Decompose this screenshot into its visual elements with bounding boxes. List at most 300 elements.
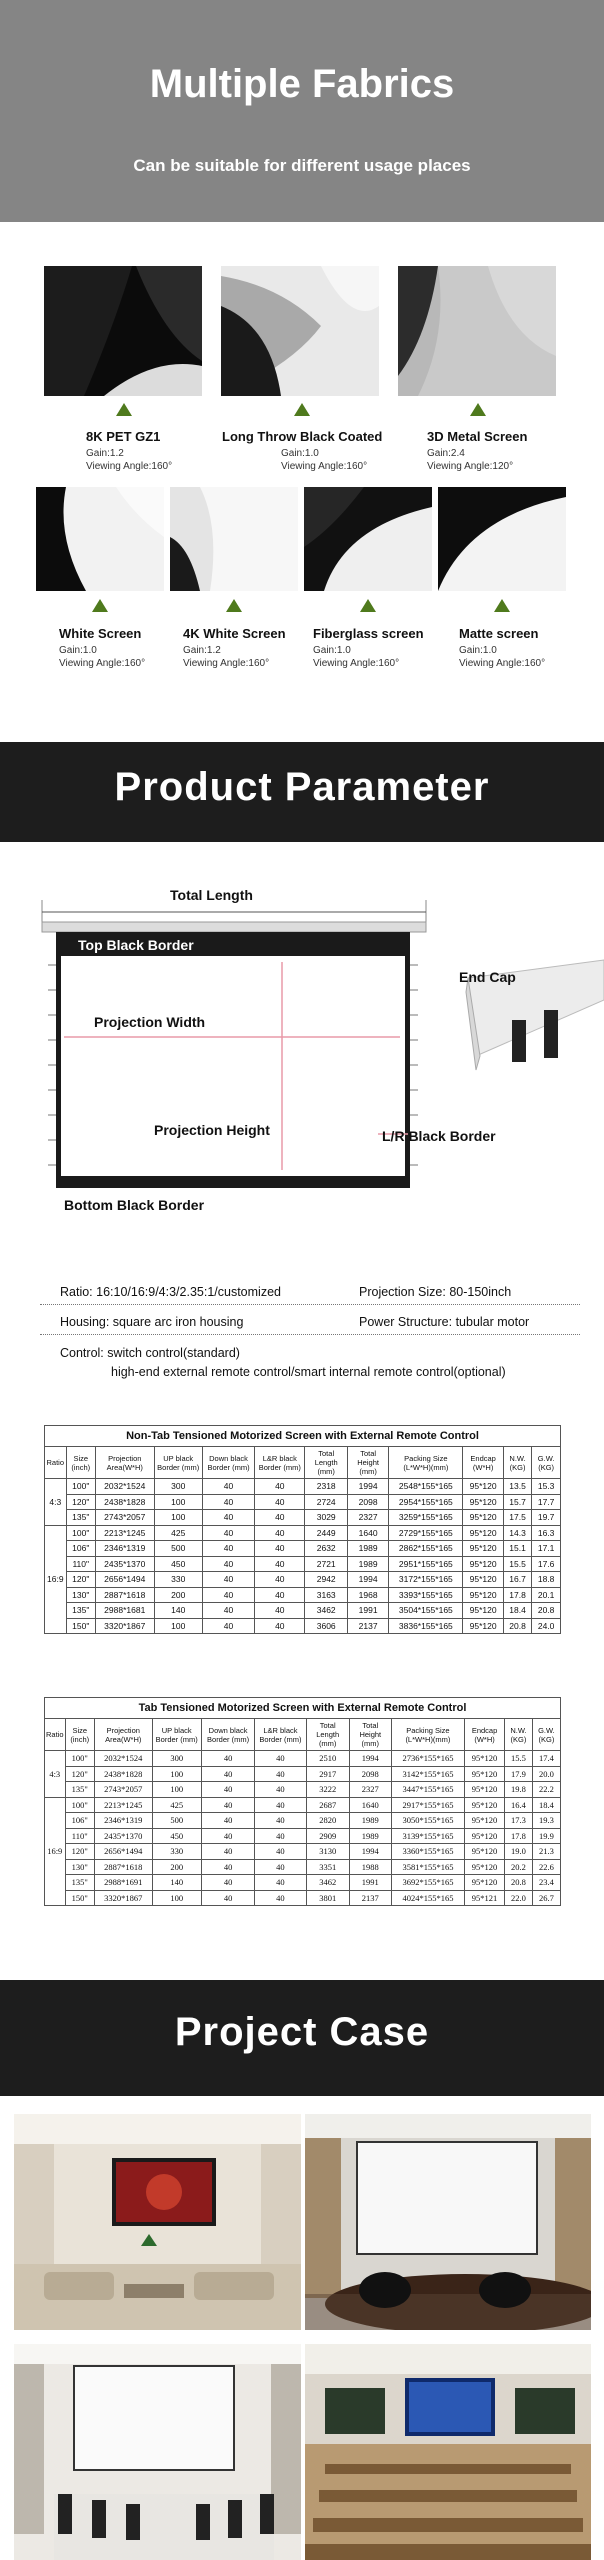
table-cell: 95*120 (463, 1541, 503, 1557)
table-cell: 4024*155*165 (391, 1890, 464, 1906)
table-header: Total Length (mm) (305, 1447, 348, 1479)
table-cell: 20.2 (505, 1859, 533, 1875)
table-cell: 40 (255, 1510, 305, 1526)
fabric-angle: Viewing Angle:160° (86, 461, 173, 472)
fabric-name: Matte screen (459, 626, 539, 641)
table-cell: 40 (255, 1766, 306, 1782)
table-row (45, 1859, 561, 1875)
table-cell: 3050*155*165 (391, 1813, 464, 1829)
projection-height-label: Projection Height (154, 1122, 270, 1138)
pointer-triangle-icon (470, 403, 486, 416)
table-cell: 3351 (306, 1859, 349, 1875)
table-row (45, 1782, 561, 1798)
table-cell: 1640 (347, 1525, 388, 1541)
table-cell: 15.3 (532, 1479, 561, 1495)
table-cell: 40 (255, 1479, 305, 1495)
table-cell: 40 (255, 1890, 306, 1906)
table-cell: 106" (66, 1541, 95, 1557)
table-cell: 17.5 (503, 1510, 531, 1526)
table-cell: 2438*1828 (94, 1766, 152, 1782)
table-cell: 120" (65, 1844, 94, 1860)
table-cell: 2435*1370 (95, 1556, 154, 1572)
table-header: Size (inch) (66, 1447, 95, 1479)
fabric-swatch-3d-metal (398, 266, 556, 396)
table-cell: 3259*155*165 (389, 1510, 463, 1526)
table-cell: 19.7 (532, 1510, 561, 1526)
table-cell: 130" (66, 1587, 95, 1603)
table-cell: 40 (202, 1572, 254, 1588)
spec-power: Power Structure: tubular motor (359, 1315, 530, 1329)
fabrics-subtitle: Can be suitable for different usage places (133, 156, 471, 175)
table-cell: 1994 (349, 1844, 391, 1860)
table-cell: 140 (154, 1603, 202, 1619)
table-cell: 330 (152, 1844, 201, 1860)
table-cell: 2137 (349, 1890, 391, 1906)
table-cell: 2736*155*165 (391, 1751, 464, 1767)
table-cell: 17.3 (505, 1813, 533, 1829)
fabric-gain: Gain:1.2 (183, 645, 221, 656)
table-cell: 3393*155*165 (389, 1587, 463, 1603)
table-row (45, 1510, 561, 1526)
table-header: G.W. (KG) (532, 1719, 560, 1751)
table-cell: 95*120 (463, 1603, 503, 1619)
table-cell: 40 (255, 1782, 306, 1798)
table-cell: 95*120 (463, 1510, 503, 1526)
table-cell: 3801 (306, 1890, 349, 1906)
table-cell: 40 (255, 1572, 305, 1588)
table-cell: 14.3 (503, 1525, 531, 1541)
table-cell: 95*120 (463, 1556, 503, 1572)
table-header: Down black Border (mm) (201, 1719, 254, 1751)
table-header: Endcap (W*H) (463, 1447, 503, 1479)
table-header: UP black Border (mm) (154, 1447, 202, 1479)
table-cell: 24.0 (532, 1618, 561, 1634)
table-cell: 95*120 (465, 1782, 505, 1798)
table-row (45, 1541, 561, 1557)
table-cell: 40 (201, 1766, 254, 1782)
table-cell: 1991 (349, 1875, 391, 1891)
fabric-gain: Gain:1.0 (313, 645, 351, 656)
table-cell: 40 (201, 1890, 254, 1906)
table-cell: 17.9 (505, 1766, 533, 1782)
fabrics-banner (0, 0, 604, 222)
case-banner (0, 1980, 604, 2096)
table-cell: 95*120 (463, 1525, 503, 1541)
end-cap-label: End Cap (459, 969, 516, 985)
table-cell: 2721 (305, 1556, 348, 1572)
table-cell: 3462 (306, 1875, 349, 1891)
table-cell: 1994 (347, 1479, 388, 1495)
table-cell: 450 (152, 1828, 201, 1844)
table-row (45, 1875, 561, 1891)
table-cell: 40 (202, 1494, 254, 1510)
table-cell: 2743*2057 (95, 1510, 154, 1526)
parameter-title: Product Parameter (114, 765, 490, 809)
fabric-swatch-8k-pet (44, 266, 202, 396)
table-header: Packing Size (L*W*H)(mm) (389, 1447, 463, 1479)
table-cell: 16.4 (505, 1797, 533, 1813)
table-header: Total Height (mm) (349, 1719, 391, 1751)
table-cell: 3029 (305, 1510, 348, 1526)
case-photo-living-room (14, 2114, 301, 2330)
table-cell: 3320*1867 (94, 1890, 152, 1906)
table-cell: 23.4 (532, 1875, 560, 1891)
table-cell: 330 (154, 1572, 202, 1588)
table-cell: 26.7 (532, 1890, 560, 1906)
table-header: L&R black Border (mm) (255, 1719, 306, 1751)
table-cell: 2887*1618 (94, 1859, 152, 1875)
fabric-gain: Gain:1.0 (281, 448, 319, 459)
table-cell: 2327 (349, 1782, 391, 1798)
table-cell: 100 (154, 1510, 202, 1526)
table-cell: 135" (65, 1782, 94, 1798)
table-cell: 2213*1245 (95, 1525, 154, 1541)
fabrics-title: Multiple Fabrics (149, 62, 455, 106)
table-header: UP black Border (mm) (152, 1719, 201, 1751)
table-row (45, 1494, 561, 1510)
table-cell: 17.8 (503, 1587, 531, 1603)
table-cell: 40 (255, 1494, 305, 1510)
table-cell: 40 (255, 1525, 305, 1541)
fabric-name: 8K PET GZ1 (86, 429, 161, 444)
table-cell: 2917*155*165 (391, 1797, 464, 1813)
fabric-angle: Viewing Angle:160° (281, 461, 368, 472)
table-cell: 1968 (347, 1587, 388, 1603)
table-row (45, 1828, 561, 1844)
table-cell: 3222 (306, 1782, 349, 1798)
table-cell: 40 (202, 1618, 254, 1634)
table-cell: 40 (202, 1525, 254, 1541)
ratio-cell: 4:3 (45, 1479, 67, 1526)
top-border-label: Top Black Border (78, 937, 194, 953)
fabric-name: Fiberglass screen (313, 626, 424, 641)
table-cell: 40 (255, 1556, 305, 1572)
table-header: Packing Size (L*W*H)(mm) (391, 1719, 464, 1751)
ratio-cell: 16:9 (45, 1525, 67, 1634)
table-cell: 95*120 (465, 1813, 505, 1829)
fabric-name: White Screen (59, 626, 142, 641)
table-cell: 20.8 (532, 1603, 561, 1619)
table-header: N.W. (KG) (505, 1719, 533, 1751)
table-cell: 2917 (306, 1766, 349, 1782)
divider (40, 1304, 580, 1305)
table-cell: 95*120 (465, 1844, 505, 1860)
table-row (45, 1525, 561, 1541)
fabric-name: 3D Metal Screen (427, 429, 528, 444)
table-cell: 150" (66, 1618, 95, 1634)
table-cell: 450 (154, 1556, 202, 1572)
table-cell: 3692*155*165 (391, 1875, 464, 1891)
spec-housing: Housing: square arc iron housing (60, 1315, 244, 1329)
table-cell: 95*121 (465, 1890, 505, 1906)
table-cell: 15.5 (503, 1556, 531, 1572)
table-cell: 40 (255, 1797, 306, 1813)
table-cell: 95*120 (465, 1766, 505, 1782)
table-row (45, 1587, 561, 1603)
table-cell: 17.8 (505, 1828, 533, 1844)
table-cell: 40 (202, 1541, 254, 1557)
table-cell: 95*120 (463, 1618, 503, 1634)
table-cell: 95*120 (463, 1494, 503, 1510)
table-cell: 3836*155*165 (389, 1618, 463, 1634)
table-cell: 2942 (305, 1572, 348, 1588)
table-cell: 2346*1319 (94, 1813, 152, 1829)
table-cell: 3130 (306, 1844, 349, 1860)
table-cell: 1640 (349, 1797, 391, 1813)
case-photo-meeting-room (14, 2344, 301, 2560)
table-cell: 95*120 (465, 1751, 505, 1767)
table-header: G.W. (KG) (532, 1447, 561, 1479)
table-row (45, 1813, 561, 1829)
pointer-triangle-icon (116, 403, 132, 416)
table-header: Ratio (45, 1719, 66, 1751)
table-cell: 16.7 (503, 1572, 531, 1588)
table-cell: 100 (154, 1618, 202, 1634)
table-cell: 2862*155*165 (389, 1541, 463, 1557)
table-cell: 19.8 (505, 1782, 533, 1798)
fabric-gain: Gain:2.4 (427, 448, 465, 459)
table-cell: 425 (154, 1525, 202, 1541)
table-row (45, 1618, 561, 1634)
table-cell: 16.3 (532, 1525, 561, 1541)
tab-spec-table (44, 1697, 561, 1906)
lr-border-label: L/R Black Border (382, 1128, 496, 1144)
pointer-triangle-icon (494, 599, 510, 612)
table-cell: 95*120 (465, 1875, 505, 1891)
table-cell: 2656*1494 (94, 1844, 152, 1860)
table-cell: 40 (201, 1813, 254, 1829)
table-cell: 110" (66, 1556, 95, 1572)
table-cell: 17.4 (532, 1751, 560, 1767)
table-cell: 3163 (305, 1587, 348, 1603)
table-cell: 2449 (305, 1525, 348, 1541)
table-cell: 95*120 (465, 1859, 505, 1875)
table-row (45, 1603, 561, 1619)
table-cell: 2137 (347, 1618, 388, 1634)
table-header: Down black Border (mm) (202, 1447, 254, 1479)
table-cell: 40 (201, 1844, 254, 1860)
table-caption: Non-Tab Tensioned Motorized Screen with External Remote Control (44, 1425, 561, 1446)
table-cell: 40 (201, 1751, 254, 1767)
table-cell: 17.7 (532, 1494, 561, 1510)
table-cell: 95*120 (463, 1587, 503, 1603)
table-cell: 15.7 (503, 1494, 531, 1510)
table-cell: 200 (154, 1587, 202, 1603)
fabric-angle: Viewing Angle:120° (427, 461, 514, 472)
table-cell: 22.6 (532, 1859, 560, 1875)
table-cell: 20.1 (532, 1587, 561, 1603)
table-cell: 2743*2057 (94, 1782, 152, 1798)
table-cell: 40 (255, 1828, 306, 1844)
spec-projection-size: Projection Size: 80-150inch (359, 1285, 512, 1299)
parameter-banner (0, 742, 604, 842)
table-cell: 20.0 (532, 1766, 560, 1782)
table-cell: 1989 (349, 1828, 391, 1844)
table-cell: 300 (152, 1751, 201, 1767)
table-cell: 2656*1494 (95, 1572, 154, 1588)
table-cell: 2346*1319 (95, 1541, 154, 1557)
table-cell: 100" (66, 1525, 95, 1541)
table-cell: 500 (152, 1813, 201, 1829)
table-cell: 15.5 (505, 1751, 533, 1767)
table-cell: 40 (201, 1828, 254, 1844)
fabric-angle: Viewing Angle:160° (459, 658, 546, 669)
table-cell: 100 (154, 1494, 202, 1510)
table-cell: 3360*155*165 (391, 1844, 464, 1860)
table-cell: 40 (255, 1875, 306, 1891)
ratio-cell: 4:3 (45, 1751, 66, 1798)
table-cell: 40 (255, 1859, 306, 1875)
table-cell: 2438*1828 (95, 1494, 154, 1510)
table-cell: 500 (154, 1541, 202, 1557)
table-cell: 135" (65, 1875, 94, 1891)
table-cell: 22.2 (532, 1782, 560, 1798)
table-cell: 2724 (305, 1494, 348, 1510)
table-cell: 95*120 (463, 1572, 503, 1588)
table-cell: 17.1 (532, 1541, 561, 1557)
table-cell: 40 (255, 1813, 306, 1829)
table-cell: 130" (65, 1859, 94, 1875)
fabric-gain: Gain:1.2 (86, 448, 124, 459)
table-cell: 2435*1370 (94, 1828, 152, 1844)
table-cell: 21.3 (532, 1844, 560, 1860)
table-cell: 3142*155*165 (391, 1766, 464, 1782)
spec-ratio: Ratio: 16:10/16:9/4:3/2.35:1/customized (60, 1285, 281, 1299)
table-row (45, 1766, 561, 1782)
table-cell: 2098 (349, 1766, 391, 1782)
table-cell: 2988*1691 (94, 1875, 152, 1891)
table-cell: 110" (65, 1828, 94, 1844)
table-cell: 40 (255, 1844, 306, 1860)
table-cell: 135" (66, 1510, 95, 1526)
table-cell: 19.0 (505, 1844, 533, 1860)
table-row (45, 1844, 561, 1860)
fabric-swatch-fiberglass (304, 487, 432, 591)
table-cell: 200 (152, 1859, 201, 1875)
table-row (45, 1479, 561, 1495)
divider (40, 1334, 580, 1335)
table-cell: 18.4 (532, 1797, 560, 1813)
table-caption: Tab Tensioned Motorized Screen with External Remote Control (44, 1697, 561, 1718)
table-cell: 2318 (305, 1479, 348, 1495)
table-cell: 140 (152, 1875, 201, 1891)
table-cell: 40 (202, 1587, 254, 1603)
table-cell: 2327 (347, 1510, 388, 1526)
table-cell: 40 (202, 1510, 254, 1526)
table-row (45, 1797, 561, 1813)
fabric-swatch-long-throw (221, 266, 379, 396)
non-tab-spec-table (44, 1425, 561, 1634)
table-cell: 2632 (305, 1541, 348, 1557)
table-cell: 1994 (349, 1751, 391, 1767)
fabric-swatch-matte (438, 487, 566, 591)
table-cell: 2032*1524 (95, 1479, 154, 1495)
table-cell: 19.3 (532, 1813, 560, 1829)
table-cell: 40 (255, 1618, 305, 1634)
table-cell: 100 (152, 1766, 201, 1782)
fabric-gain: Gain:1.0 (459, 645, 497, 656)
table-cell: 1991 (347, 1603, 388, 1619)
table-cell: 2548*155*165 (389, 1479, 463, 1495)
table-cell: 3504*155*165 (389, 1603, 463, 1619)
table-row (45, 1751, 561, 1767)
table-cell: 40 (201, 1875, 254, 1891)
table-cell: 20.8 (503, 1618, 531, 1634)
table-cell: 20.8 (505, 1875, 533, 1891)
table-cell: 1988 (349, 1859, 391, 1875)
fabric-name: 4K White Screen (183, 626, 286, 641)
table-cell: 2820 (306, 1813, 349, 1829)
pointer-triangle-icon (226, 599, 242, 612)
table-row (45, 1890, 561, 1906)
table-cell: 3172*155*165 (389, 1572, 463, 1588)
table-cell: 1989 (349, 1813, 391, 1829)
table-cell: 100 (152, 1782, 201, 1798)
total-length-label: Total Length (170, 887, 253, 903)
table-cell: 95*120 (465, 1797, 505, 1813)
table-cell: 100 (152, 1890, 201, 1906)
table-header: Total Length (mm) (306, 1719, 349, 1751)
table-cell: 40 (255, 1587, 305, 1603)
table-cell: 40 (201, 1859, 254, 1875)
fabric-swatch-white (36, 487, 164, 591)
pointer-triangle-icon (294, 403, 310, 416)
table-cell: 3447*155*165 (391, 1782, 464, 1798)
table-cell: 100" (65, 1751, 94, 1767)
table-cell: 2213*1245 (94, 1797, 152, 1813)
table-cell: 2729*155*165 (389, 1525, 463, 1541)
fabric-angle: Viewing Angle:160° (313, 658, 400, 669)
table-cell: 3139*155*165 (391, 1828, 464, 1844)
table-row (45, 1556, 561, 1572)
case-photo-classroom (305, 2344, 591, 2560)
table-cell: 2687 (306, 1797, 349, 1813)
table-cell: 18.8 (532, 1572, 561, 1588)
table-cell: 2988*1681 (95, 1603, 154, 1619)
case-photo-conference-room (305, 2114, 591, 2330)
table-cell: 17.6 (532, 1556, 561, 1572)
table-cell: 40 (202, 1479, 254, 1495)
table-cell: 135" (66, 1603, 95, 1619)
table-cell: 2510 (306, 1751, 349, 1767)
table-cell: 100" (65, 1797, 94, 1813)
table-header: Endcap (W*H) (465, 1719, 505, 1751)
spec-control: Control: switch control(standard) (60, 1346, 240, 1360)
table-header: Projection Area(W*H) (94, 1719, 152, 1751)
table-cell: 18.4 (503, 1603, 531, 1619)
fabric-name: Long Throw Black Coated (222, 429, 383, 444)
bottom-border-label: Bottom Black Border (64, 1197, 205, 1213)
table-cell: 13.5 (503, 1479, 531, 1495)
table-header: L&R black Border (mm) (255, 1447, 305, 1479)
table-cell: 40 (255, 1541, 305, 1557)
table-cell: 40 (255, 1603, 305, 1619)
table-cell: 120" (66, 1494, 95, 1510)
table-cell: 2887*1618 (95, 1587, 154, 1603)
table-cell: 40 (201, 1782, 254, 1798)
table-header: Total Height (mm) (347, 1447, 388, 1479)
screen-dimension-diagram (0, 870, 604, 1240)
table-header: Size (inch) (65, 1719, 94, 1751)
table-cell: 40 (202, 1603, 254, 1619)
table-header: Ratio (45, 1447, 67, 1479)
table-cell: 2954*155*165 (389, 1494, 463, 1510)
table-cell: 40 (202, 1556, 254, 1572)
spec-control-optional: high-end external remote control/smart internal remote control(optional) (111, 1365, 506, 1379)
table-cell: 40 (255, 1751, 306, 1767)
table-cell: 1989 (347, 1556, 388, 1572)
table-cell: 15.1 (503, 1541, 531, 1557)
